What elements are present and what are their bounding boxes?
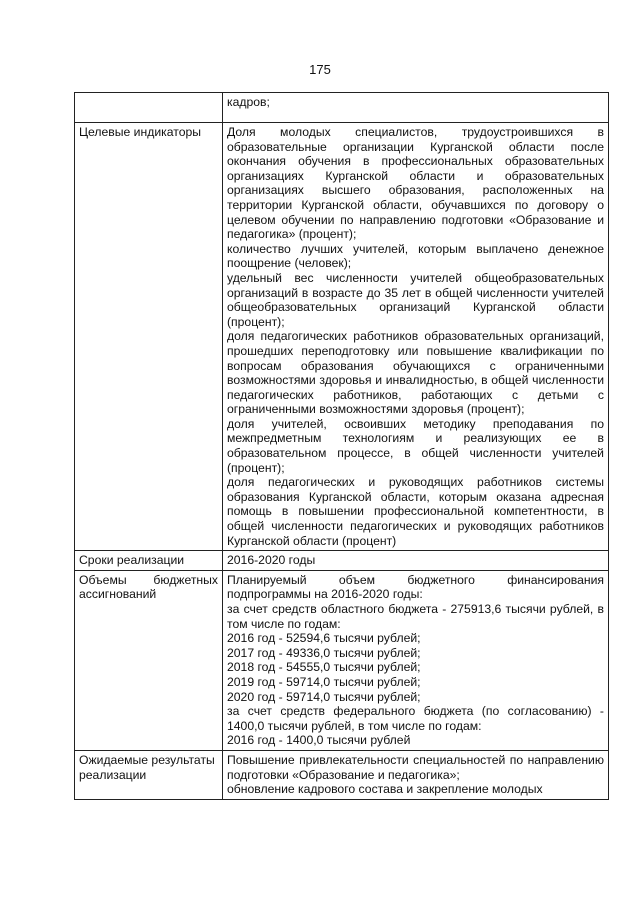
- table-row: [75, 750, 609, 799]
- paragraph: кадров;: [227, 95, 270, 109]
- paragraph: 2020 год - 59714,0 тысячи рублей;: [227, 689, 421, 704]
- row-content: [223, 570, 609, 750]
- paragraph: 2016 год - 1400,0 тысячи рублей: [227, 733, 411, 748]
- paragraph: 2016 год - 52594,6 тысячи рублей;: [227, 631, 421, 646]
- page-number: 175: [309, 62, 331, 77]
- paragraph: доля учителей, освоивших методику преподавания по межпредметным технологиям и реализующих ее в образовательном процессе, в общей численности учителей (процент);: [227, 416, 604, 475]
- paragraph: Доля молодых специалистов, трудоустроившихся в образовательные организации Курганской области после окончания обучения в профессиональных образовательных организациях Курганской области и образовательных организациях высшего образования, расположенных на территории Курганской области, обучавшихся по договору о целевом обучении по направлению подготовки «Образование и педагогика» (процент);: [227, 125, 604, 242]
- row-content: [223, 551, 609, 571]
- paragraph: удельный вес численности учителей общеобразовательных организаций в возрасте до 35 лет в общей численности учителей общеобразовательных организаций Курганской области (процент);: [227, 270, 604, 329]
- row-label: Ожидаемые результаты реализации: [75, 750, 223, 799]
- row-label: Сроки реализации: [75, 551, 223, 571]
- row-label: Объемы бюджетных ассигнований: [75, 570, 223, 750]
- paragraph: Повышение привлекательности специальностей по направлению подготовки «Образование и педагогика»;: [227, 752, 604, 782]
- paragraph: 2019 год - 59714,0 тысячи рублей;: [227, 674, 421, 689]
- table-row: [75, 570, 609, 750]
- paragraph: за счет средств федерального бюджета (по согласованию) - 1400,0 тысячи рублей, в том числе по годам:: [227, 704, 604, 733]
- paragraph: доля педагогических и руководящих работников системы образования Курганской области, которым оказана адресная помощь в повышении профессиональной компетентности, в общей численности педагогических и руководящих работников Курганской области (процент): [227, 475, 604, 548]
- row-label: [75, 93, 223, 123]
- paragraph: 2018 год - 54555,0 тысячи рублей;: [227, 660, 421, 675]
- row-content: [223, 750, 609, 799]
- row-label: Целевые индикаторы: [75, 123, 223, 551]
- paragraph: 2016-2020 годы: [227, 553, 316, 568]
- table-row: [75, 93, 609, 123]
- paragraph: Планируемый объем бюджетного финансирования подпрограммы на 2016-2020 годы:: [227, 572, 604, 602]
- table-row: [75, 551, 609, 571]
- paragraph: за счет средств областного бюджета - 275913,6 тысячи рублей, в том числе по годам:: [227, 602, 604, 631]
- subprogram-passport-table: [74, 92, 609, 800]
- paragraph: доля педагогических работников образовательных организаций, прошедших переподготовку или повышение квалификации по вопросам образования обучающихся с ограниченными возможностями здоровья и инвалидностью, в общей численности педагогических работников, работающих с детьми с ограниченными возможностями здоровья (процент);: [227, 329, 604, 417]
- row-content: [223, 93, 609, 123]
- table-row: [75, 123, 609, 551]
- paragraph: 2017 год - 49336,0 тысячи рублей;: [227, 645, 421, 660]
- row-content: [223, 123, 609, 551]
- paragraph: обновление кадрового состава и закрепление молодых: [227, 782, 543, 797]
- paragraph: количество лучших учителей, которым выплачено денежное поощрение (человек);: [227, 241, 604, 271]
